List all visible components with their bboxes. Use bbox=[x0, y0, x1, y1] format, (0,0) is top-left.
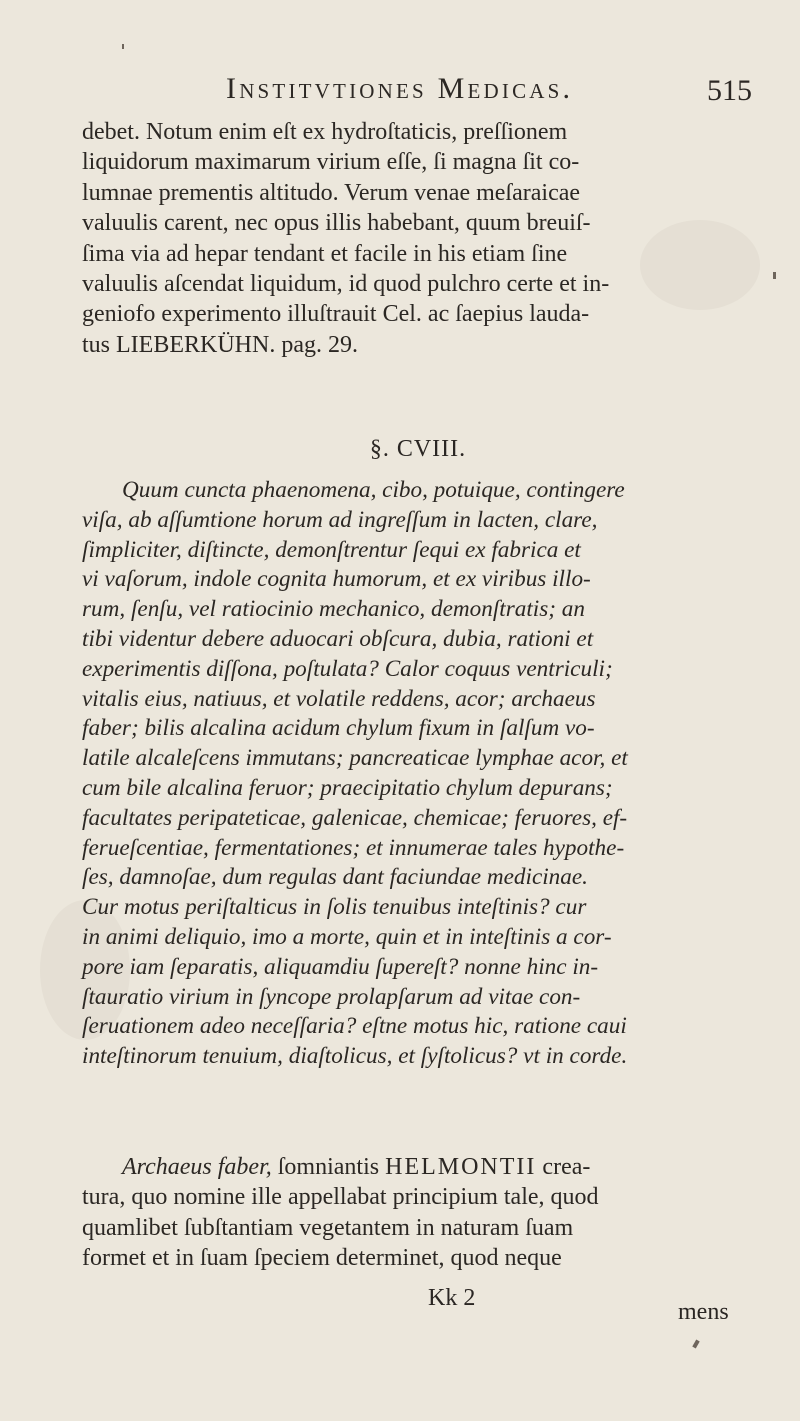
text-line: tura, quo nomine ille appellabat principium tale, quod bbox=[82, 1184, 599, 1211]
text-line: ſima via ad hepar tendant et facile in his etiam ſine bbox=[82, 240, 568, 267]
text-line: liquidorum maximarum virium eſſe, ſi magna ſit co- bbox=[82, 149, 580, 176]
text-line: experimentis diſſona, poſtulata? Calor coquus ventriculi; bbox=[82, 655, 613, 682]
paragraph-2 bbox=[82, 476, 762, 1072]
text-line: formet et in ſuam ſpeciem determinet, quod neque bbox=[82, 1245, 562, 1272]
text-line: faber; bilis alcalina acidum chylum fixum in ſalſum vo- bbox=[82, 715, 595, 742]
text-line: geniofo experimento illuſtrauit Cel. ac ſaepius lauda- bbox=[82, 301, 590, 328]
text-line: facultates peripateticae, galenicae, chemicae; feruores, ef- bbox=[82, 804, 628, 831]
text-line: ſtauratio virium in ſyncope prolapſarum ad vitae con- bbox=[82, 983, 581, 1010]
text-line: ſeruationem adeo neceſſaria? eſtne motus hic, ratione caui bbox=[82, 1013, 627, 1040]
text-line: vi vaſorum, indole cognita humorum, et ex viribus illo- bbox=[82, 566, 591, 593]
text-run: crea- bbox=[536, 1154, 591, 1180]
author-name: HELMONTII bbox=[385, 1154, 537, 1180]
text-line: lumnae prementis altitudo. Verum venae meſaraicae bbox=[82, 179, 581, 206]
text-line: Quum cuncta phaenomena, cibo, potuique, contingere bbox=[122, 477, 625, 503]
paper-fleck bbox=[692, 1340, 699, 1349]
text-line: tus LIEBERKÜHN. pag. 29. bbox=[82, 331, 358, 358]
text-run: ſomniantis bbox=[271, 1154, 386, 1180]
text-line: vitalis eius, natiuus, et volatile reddens, acor; archaeus bbox=[82, 685, 596, 712]
paper-fleck bbox=[773, 272, 776, 279]
text-line: inteſtinorum tenuium, diaſtolicus, et ſyſtolicus? vt in corde. bbox=[82, 1043, 628, 1070]
text-line: quamlibet ſubſtantiam vegetantem in naturam ſuam bbox=[82, 1214, 574, 1241]
text-line: ferueſcentiae, fermentationes; et innumerae tales hypothe- bbox=[82, 834, 625, 861]
text-line: valuulis aſcendat liquidum, id quod pulchro certe et in- bbox=[82, 271, 610, 298]
paper-fleck bbox=[122, 44, 124, 49]
signature-mark: Kk 2 bbox=[428, 1285, 476, 1311]
text-line: rum, ſenſu, vel ratiocinio mechanico, demonſtratis; an bbox=[82, 596, 585, 623]
catchword: mens bbox=[678, 1299, 729, 1325]
running-header bbox=[226, 66, 752, 112]
text-line: tibi videntur debere aduocari obſcura, dubia, rationi et bbox=[82, 625, 594, 652]
text-line: ſimpliciter, diſtincte, demonſtrentur ſequi ex fabrica et bbox=[82, 536, 581, 563]
text-line: Cur motus periſtalticus in ſolis tenuibus inteſtinis? cur bbox=[82, 894, 587, 921]
section-heading: §. CVIII. bbox=[369, 436, 467, 462]
paragraph-3 bbox=[82, 1152, 762, 1274]
text-line: ſes, damnoſae, dum regulas dant faciundae medicinae. bbox=[82, 864, 588, 891]
text-line: cum bile alcalina feruor; praecipitatio chylum depurans; bbox=[82, 774, 613, 801]
text-line: debet. Notum enim eſt ex hydroſtaticis, preſſionem bbox=[82, 119, 568, 145]
text-line: in animi deliquio, imo a morte, quin et in inteſtinis a cor- bbox=[82, 923, 612, 950]
running-head-title: Institvtiones Medicas. bbox=[226, 72, 574, 105]
text-line bbox=[82, 1152, 762, 1182]
italic-term: Archaeus faber, bbox=[122, 1154, 272, 1180]
page-number: 515 bbox=[707, 74, 752, 107]
paragraph-1 bbox=[82, 117, 762, 360]
text-line: latile alcaleſcens immutans; pancreaticae lymphae acor, et bbox=[82, 745, 628, 772]
text-line: valuulis carent, nec opus illis habebant, quum breuiſ- bbox=[82, 210, 591, 237]
text-line: viſa, ab aſſumtione horum ad ingreſſum in lacten, clare, bbox=[82, 506, 598, 533]
text-line: pore iam ſeparatis, aliquamdiu ſupereſt? nonne hinc in- bbox=[82, 953, 599, 980]
